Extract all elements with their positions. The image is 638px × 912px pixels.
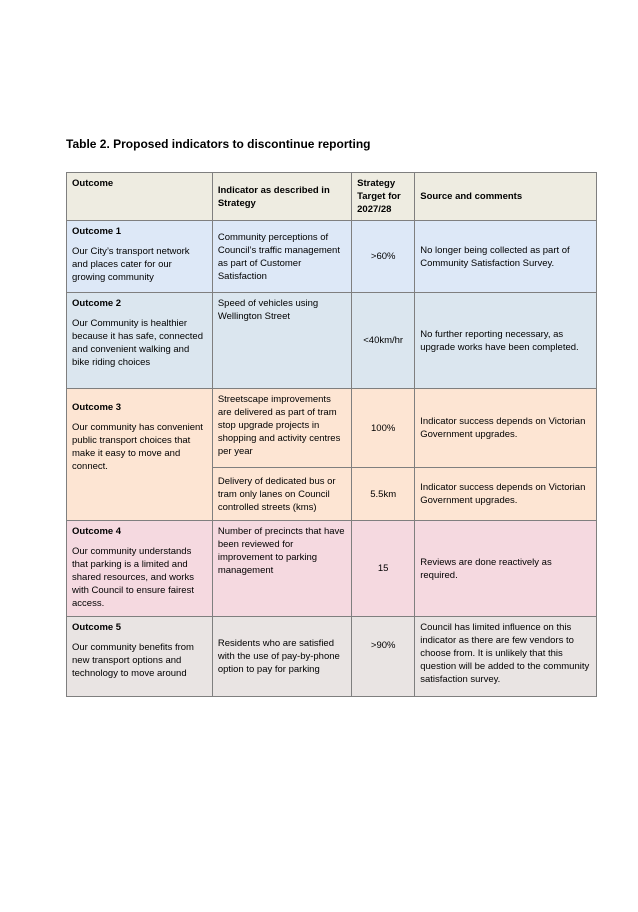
indicator-cell: Speed of vehicles using Wellington Street (212, 293, 351, 389)
table-row (67, 521, 597, 617)
header-indicator: Indicator as described in Strategy (212, 173, 351, 221)
source-cell: No further reporting necessary, as upgrade works have been completed. (415, 293, 597, 389)
target-cell: 100% (352, 389, 415, 468)
outcome-text: Our Community is healthier because it has safe, connected and convenient walking and bike riding choices (72, 318, 203, 368)
target-cell: <40km/hr (352, 293, 415, 389)
outcome-text: Our community has convenient public transport choices that make it easy to move and connect. (72, 422, 203, 472)
outcome-text: Our community benefits from new transport options and technology to move around (72, 642, 194, 679)
target-cell: 15 (352, 521, 415, 617)
source-cell: Council has limited influence on this indicator as there are few vendors to choose from. It is unlikely that this question will be added to the community satisfaction survey. (415, 617, 597, 697)
header-outcome: Outcome (67, 173, 213, 221)
outcome-cell (67, 521, 213, 617)
table-row (67, 389, 597, 468)
target-cell: >90% (352, 617, 415, 697)
target-cell: >60% (352, 221, 415, 293)
table-header-row (67, 173, 597, 221)
outcome-text: Our City’s transport network and places cater for our growing community (72, 246, 190, 283)
indicator-cell: Residents who are satisfied with the use of pay-by-phone option to pay for parking (212, 617, 351, 697)
target-cell: 5.5km (352, 468, 415, 521)
indicator-cell: Number of precincts that have been reviewed for improvement to parking management (212, 521, 351, 617)
outcome-title: Outcome 2 (72, 298, 122, 309)
indicator-cell: Streetscape improvements are delivered as part of tram stop upgrade projects in shopping and activity centres per year (212, 389, 351, 468)
indicator-cell: Delivery of dedicated bus or tram only lanes on Council controlled streets (kms) (212, 468, 351, 521)
header-target: Strategy Target for 2027/28 (352, 173, 415, 221)
outcome-title: Outcome 4 (72, 526, 122, 537)
outcome-text: Our community understands that parking is a limited and shared resources, and works with Council to ensure fairest access. (72, 546, 194, 609)
source-cell: Indicator success depends on Victorian Government upgrades. (415, 468, 597, 521)
outcome-cell (67, 617, 213, 697)
outcome-cell (67, 221, 213, 293)
header-source: Source and comments (415, 173, 597, 221)
indicators-table (66, 172, 597, 697)
outcome-title: Outcome 1 (72, 226, 122, 237)
indicator-cell: Community perceptions of Council’s traffic management as part of Customer Satisfaction (212, 221, 351, 293)
source-cell: Reviews are done reactively as required. (415, 521, 597, 617)
source-cell: No longer being collected as part of Community Satisfaction Survey. (415, 221, 597, 293)
outcome-cell (67, 293, 213, 389)
outcome-title: Outcome 3 (72, 402, 122, 413)
outcome-title: Outcome 5 (72, 622, 122, 633)
source-cell: Indicator success depends on Victorian Government upgrades. (415, 389, 597, 468)
outcome-cell (67, 389, 213, 521)
table-row (67, 617, 597, 697)
table-title: Table 2. Proposed indicators to discontinue reporting (66, 137, 371, 151)
table-row (67, 221, 597, 293)
table-row (67, 293, 597, 389)
